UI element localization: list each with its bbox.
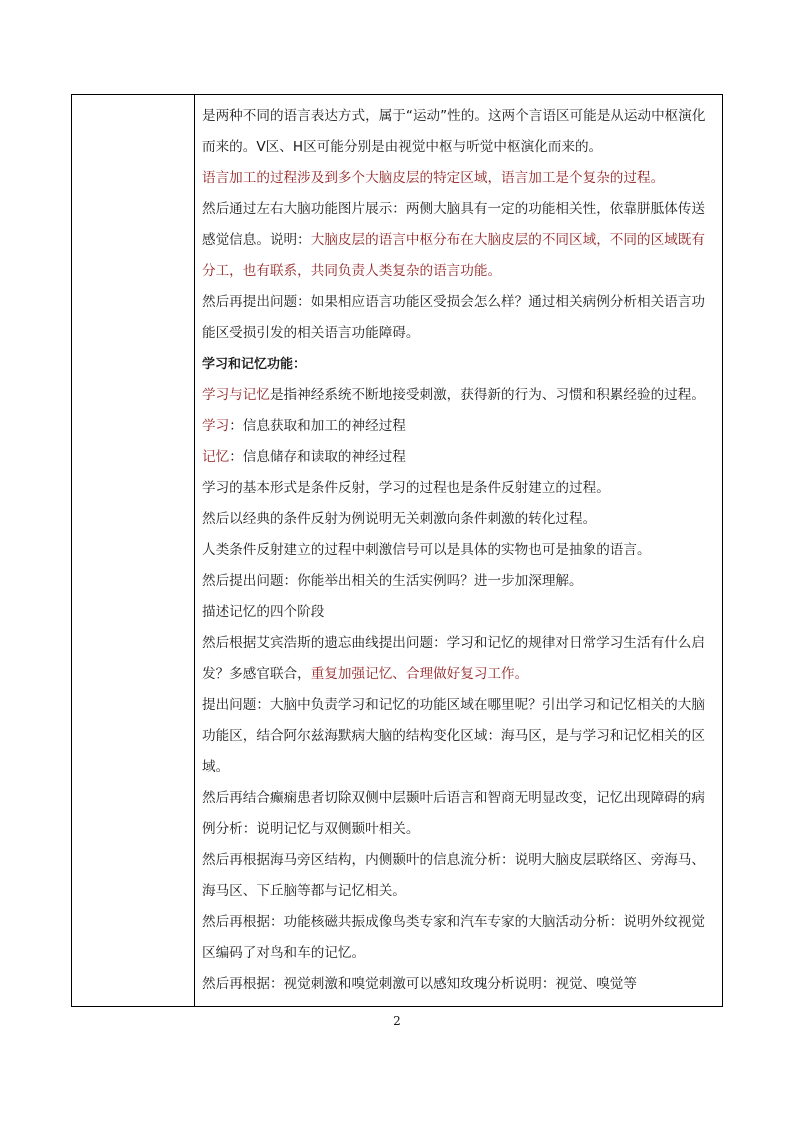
paragraph [202,969,718,1000]
paragraph [202,783,718,845]
paragraph-text: 学习 [202,418,230,434]
paragraph-text: 然后再结合癫痫患者切除双侧中层颞叶后语言和智商无明显改变，记忆出现障碍的病例分析：说明记忆与双侧颞叶相关。 [202,790,705,837]
paragraph-trail-text: ：信息储存和读取的神经过程 [229,449,406,465]
paragraph-trail-text: 重复加强记忆、合理做好复习工作。 [310,666,529,682]
paragraph-trail-text: ：信息获取和加工的神经过程 [229,418,406,434]
paragraph-text: 是两种不同的语言表达方式，属于“运动”性的。这两个言语区可能是从运动中枢演化而来的。V区、H区可能分别是由视觉中枢与听觉中枢演化而来的。 [202,108,706,155]
paragraph-trail-text: 是指神经系统不断地接受刺激，获得新的行为、习惯和积累经验的过程。 [269,387,705,403]
paragraph [202,473,718,504]
paragraph [202,690,718,783]
paragraph [202,535,718,566]
paragraph [202,163,718,194]
paragraph-text: 然后再根据：视觉刺激和嗅觉刺激可以感知玫瑰分析说明：视觉、嗅觉等 [202,976,637,992]
paragraph-text: 然后根据艾宾浩斯的遗忘曲线提出问题：学习和记忆的规律对日常学习生活有什么启发？多感官联合， [202,635,705,682]
paragraph-text: 学习和记忆功能： [202,357,307,372]
paragraph-text: 然后再根据海马旁区结构，内侧颞叶的信息流分析：说明大脑皮层联络区、旁海马、海马区、下丘脑等都与记忆相关。 [202,852,705,899]
document-table [71,94,723,1007]
paragraph-text: 人类条件反射建立的过程中刺激信号可以是具体的实物也可是抽象的语言。 [202,542,651,558]
paragraph-text: 然后再提出问题：如果相应语言功能区受损会怎么样？通过相关病例分析相关语言功能区受损引发的相关语言功能障碍。 [202,294,705,341]
paragraph-text: 然后提出问题：你能举出相关的生活实例吗？进一步加深理解。 [202,573,583,589]
paragraph [202,442,718,473]
left-column-cell [72,95,195,1006]
paragraph-text: 学习的基本形式是条件反射，学习的过程也是条件反射建立的过程。 [202,480,610,496]
paragraph-text: 然后以经典的条件反射为例说明无关刺激向条件刺激的转化过程。 [202,511,597,527]
paragraph [202,597,718,628]
paragraph-text: 描述记忆的四个阶段 [202,604,325,620]
paragraph [202,194,718,287]
page-number: 2 [393,1014,401,1028]
paragraph-text: 然后再根据：功能核磁共振成像鸟类专家和汽车专家的大脑活动分析：说明外纹视觉区编码了对鸟和车的记忆。 [202,914,705,961]
paragraph [202,411,718,442]
paragraph [202,566,718,597]
paragraph [202,504,718,535]
paragraph-text: 学习与记忆 [202,387,270,403]
paragraph [202,628,718,690]
paragraph [202,287,718,349]
paragraph-text: 提出问题：大脑中负责学习和记忆的功能区域在哪里呢？引出学习和记忆相关的大脑功能区，结合阿尔兹海默病大脑的结构变化区域：海马区，是与学习和记忆相关的区域。 [202,697,705,775]
paragraph [202,349,718,380]
paragraph-text: 然后通过左右大脑功能图片展示：两侧大脑具有一定的功能相关性，依靠胼胝体传送感觉信息。说明： [202,201,705,248]
paragraph-text: 记忆 [202,449,230,465]
paragraph [202,380,718,411]
content-cell [195,95,722,1006]
paragraph [202,101,718,163]
paragraph-trail-text: 大脑皮层的语言中枢分布在大脑皮层的不同区域，不同的区域既有分工，也有联系，共同负责人类复杂的语言功能。 [202,232,705,279]
paragraph [202,845,718,907]
paragraph-text: 语言加工的过程涉及到多个大脑皮层的特定区域，语言加工是个复杂的过程。 [202,170,665,186]
paragraph [202,907,718,969]
